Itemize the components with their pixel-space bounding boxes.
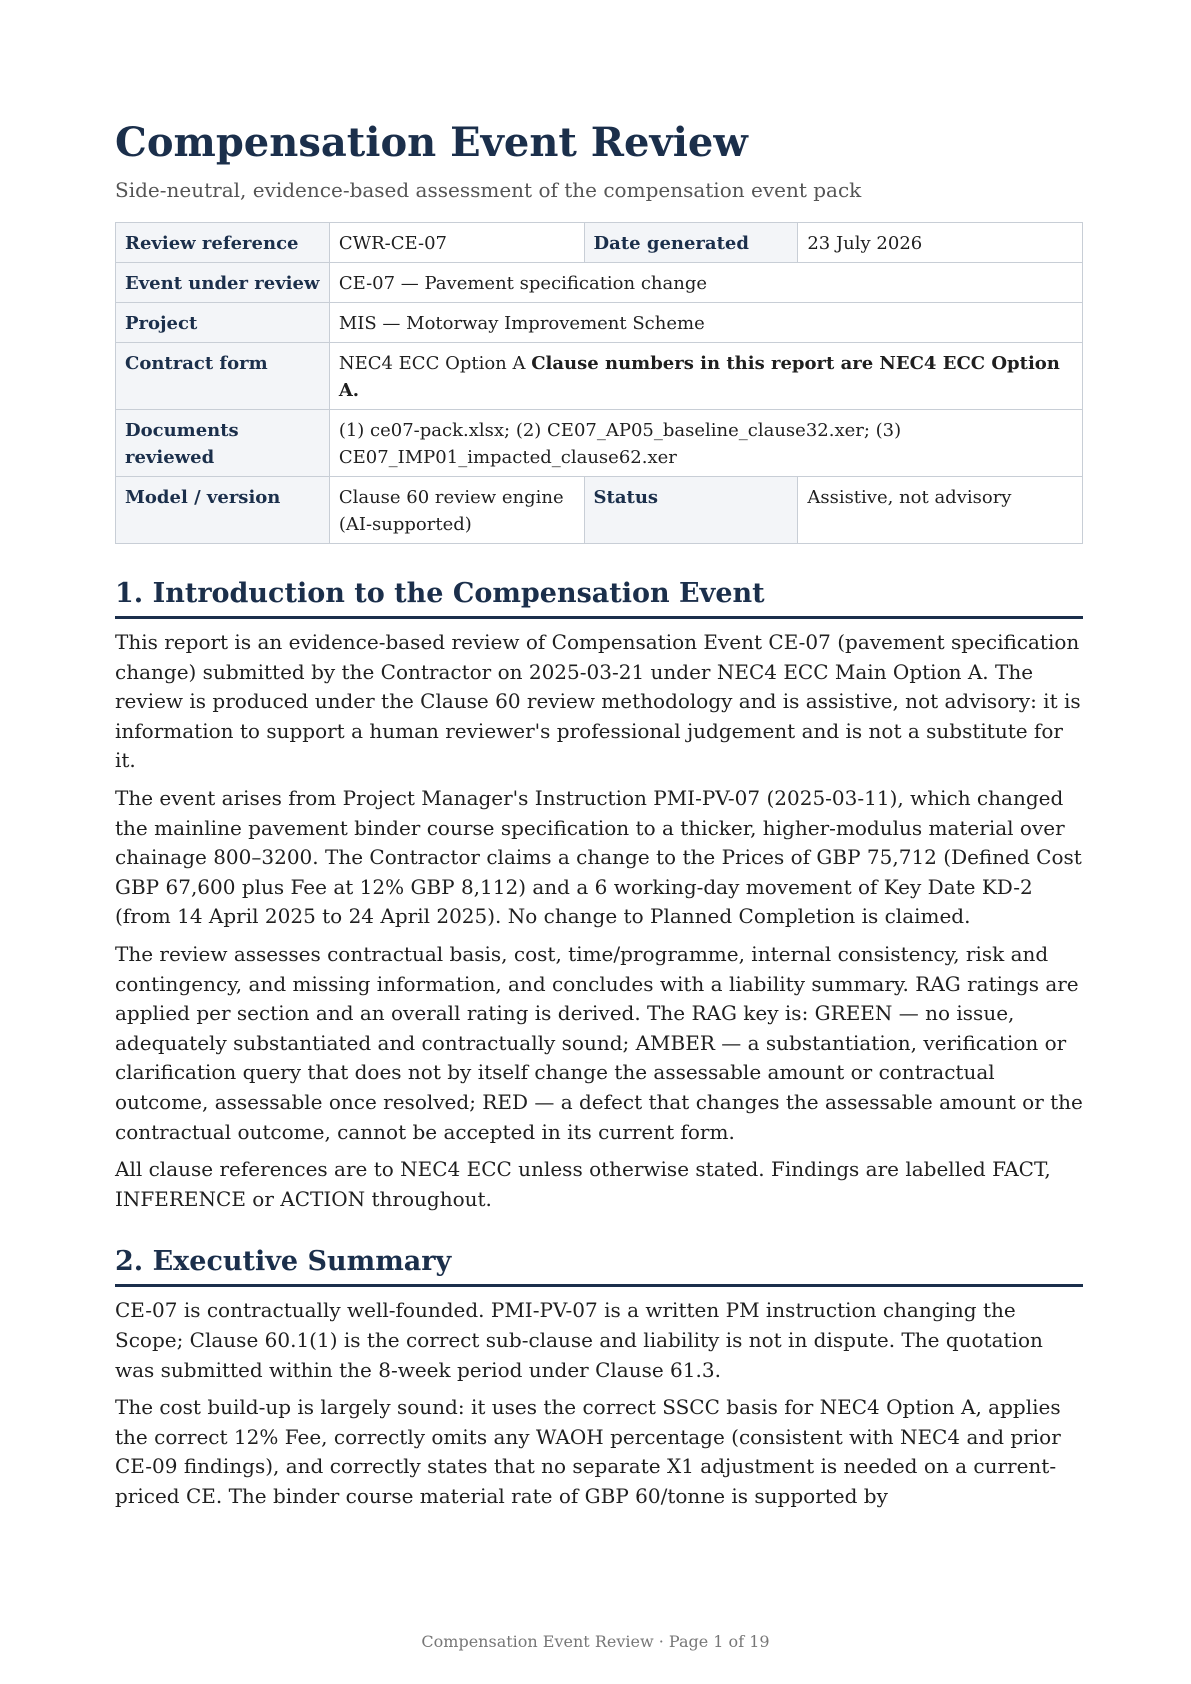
contract-form-label: Contract form (116, 343, 330, 410)
table-row (116, 343, 1083, 410)
introduction-paragraph: The event arises from Project Manager's Instruction PMI-PV-07 (2025-03-11), which changed the mainline pavement binder course specification to a thicker, higher-modulus material over chainage 800–3200. The Contractor claims a change to the Prices of GBP 75,712 (Defined Cost GBP 67,600 plus Fee at 12% GBP 8,112) and a 6 working-day movement of Key Date KD-2 (from 14 April 2025 to 24 April 2025). No change to Planned Completion is claimed. (115, 786, 1082, 929)
table-row (116, 303, 1083, 343)
introduction-paragraph: This report is an evidence-based review of Compensation Event CE-07 (pavement specification change) submitted by the Contractor on 2025-03-21 under NEC4 ECC Main Option A. The review is produced under the Clause 60 review methodology and is assistive, not advisory: it is information to support a human reviewer's professional judgement and is not a substitute for it. (115, 630, 1081, 773)
event-under-review-value: CE-07 — Pavement specification change (329, 263, 1082, 303)
section-heading-executive-summary: 2. Executive Summary (115, 1244, 1083, 1287)
project-value: MIS — Motorway Improvement Scheme (329, 303, 1082, 343)
model-version-value: Clause 60 review engine (AI-supported) (329, 477, 584, 544)
review-reference-value: CWR-CE-07 (329, 223, 584, 263)
page-footer: Compensation Event Review · Page 1 of 19 (421, 1632, 770, 1651)
table-row (116, 223, 1083, 263)
date-generated-value: 23 July 2026 (798, 223, 1083, 263)
status-label: Status (584, 477, 798, 544)
date-generated-label: Date generated (584, 223, 798, 263)
review-metadata-table (115, 222, 1083, 544)
executive-summary-paragraph: CE-07 is contractually well-founded. PMI-PV-07 is a written PM instruction changing the Scope; Clause 60.1(1) is the correct sub-clause and liability is not in dispute. The quotation was submitted within the 8-week period under Clause 61.3. (115, 1298, 1043, 1382)
introduction-paragraph: All clause references are to NEC4 ECC unless otherwise stated. Findings are labelled FACT, INFERENCE or ACTION throughout. (115, 1157, 1051, 1211)
executive-summary-paragraph: The cost build-up is largely sound: it uses the correct SSCC basis for NEC4 Option A, applies the correct 12% Fee, correctly omits any WAOH percentage (consistent with NEC4 and prior CE-09 findings), and correctly states that no separate X1 adjustment is needed on a current-priced CE. The binder course material rate of GBP 60/tonne is supported by (115, 1395, 1061, 1509)
contract-form-cell (329, 343, 1082, 410)
contract-form-value: NEC4 ECC Option A (338, 353, 526, 374)
documents-reviewed-value: (1) ce07-pack.xlsx; (2) CE07_AP05_baseline_clause32.xer; (3) CE07_IMP01_impacted_clause62.xer (329, 410, 1082, 477)
section-heading-introduction: 1. Introduction to the Compensation Event (115, 576, 1083, 619)
review-reference-label: Review reference (116, 223, 330, 263)
status-value: Assistive, not advisory (798, 477, 1083, 544)
project-label: Project (116, 303, 330, 343)
document-title: Compensation Event Review (115, 119, 748, 166)
contract-form-note: Clause numbers in this report are NEC4 ECC Option A. (338, 353, 1060, 401)
model-version-label: Model / version (116, 477, 330, 544)
table-row (116, 410, 1083, 477)
introduction-paragraph: The review assesses contractual basis, cost, time/programme, internal consistency, risk and contingency, and missing information, and concludes with a liability summary. RAG ratings are applied per section and an overall rating is derived. The RAG key is: GREEN — no issue, adequately substantiated and contractually sound; AMBER — a substantiation, verification or clarification query that does not by itself change the assessable amount or contractual outcome, assessable once resolved; RED — a defect that changes the assessable amount or the contractual outcome, cannot be accepted in its current form. (115, 942, 1083, 1144)
documents-reviewed-label: Documents reviewed (116, 410, 330, 477)
table-row (116, 477, 1083, 544)
document-page (115, 120, 1083, 1512)
table-row (116, 263, 1083, 303)
document-subtitle: Side-neutral, evidence-based assessment of the compensation event pack (115, 178, 862, 202)
event-under-review-label: Event under review (116, 263, 330, 303)
